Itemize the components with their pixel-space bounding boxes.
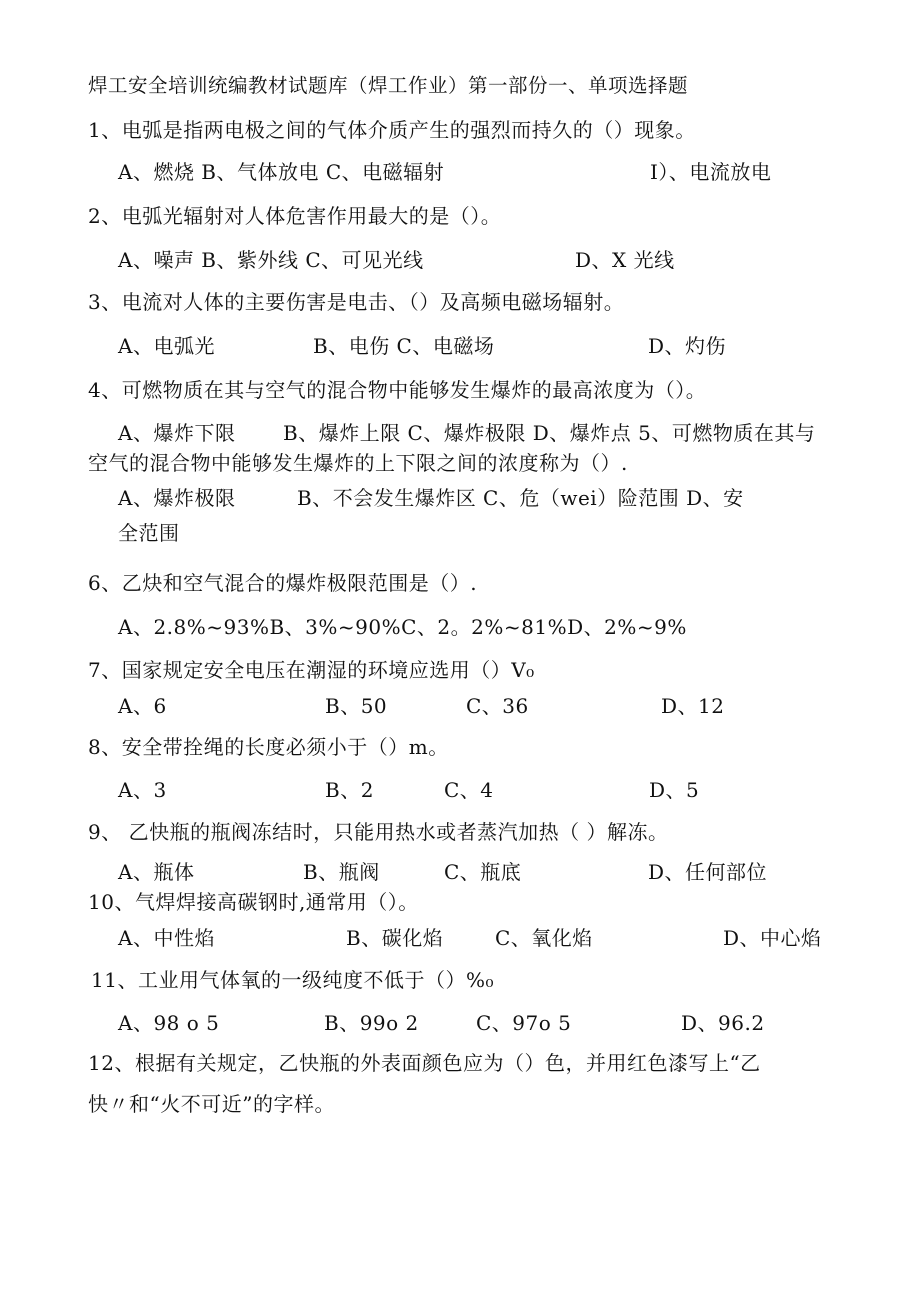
question-8: 8、安全带拴绳的长度必须小于（）m。 bbox=[88, 735, 449, 759]
question-9: 9、 乙快瓶的瓶阀冻结时，只能用热水或者蒸汽加热（ ）解冻。 bbox=[88, 820, 669, 844]
question-3-option-d: D、灼伤 bbox=[648, 334, 727, 358]
question-5-option-d-continued: 全范围 bbox=[118, 521, 180, 545]
question-8-option-d: D、5 bbox=[649, 778, 700, 802]
question-4-option-a: A、爆炸下限 bbox=[118, 421, 236, 445]
question-1-option-d: I）、电流放电 bbox=[650, 160, 772, 184]
question-12-continued: 快〃和“火不可近”的字样。 bbox=[88, 1092, 335, 1116]
question-8-option-a: A、3 bbox=[118, 778, 167, 802]
document-title: 焊工安全培训统编教材试题库（焊工作业）第一部份一、单项选择题 bbox=[88, 74, 689, 97]
question-10: 10、气焊焊接高碳钢时,通常用（）。 bbox=[88, 890, 419, 914]
question-11-option-d: D、96.2 bbox=[681, 1011, 765, 1035]
question-7: 7、国家规定安全电压在潮湿的环境应选用（）V₀ bbox=[88, 658, 535, 682]
question-10-option-c: C、氧化焰 bbox=[495, 926, 593, 950]
question-8-option-c: C、4 bbox=[444, 778, 494, 802]
question-8-option-b: B、2 bbox=[325, 778, 374, 802]
question-4: 4、可燃物质在其与空气的混合物中能够发生爆炸的最高浓度为（）。 bbox=[88, 378, 707, 402]
question-9-option-a: A、瓶体 bbox=[118, 860, 195, 884]
question-6-options: A、2.8%~93%B、3%~90%C、2。2%~81%D、2%~9% bbox=[118, 615, 687, 639]
question-3-option-a: A、电弧光 bbox=[118, 334, 215, 358]
question-1-options-abc: A、燃烧 B、气体放电 C、电磁辐射 bbox=[118, 160, 445, 184]
question-11-option-b: B、99o 2 bbox=[324, 1011, 419, 1035]
question-2-options-abc: A、噪声 B、紫外线 C、可见光线 bbox=[118, 248, 424, 272]
question-7-option-d: D、12 bbox=[661, 694, 725, 718]
question-9-option-c: C、瓶底 bbox=[444, 860, 522, 884]
question-7-option-b: B、50 bbox=[325, 694, 388, 718]
question-9-option-d: D、任何部位 bbox=[648, 860, 768, 884]
question-5-options-bcd: B、不会发生爆炸区 C、危（wei）险范围 D、安 bbox=[297, 486, 744, 510]
question-5-option-a: A、爆炸极限 bbox=[118, 486, 236, 510]
question-5-continued: 空气的混合物中能够发生爆炸的上下限之间的浓度称为（）. bbox=[88, 451, 628, 475]
question-12: 12、根据有关规定，乙快瓶的外表面颜色应为（）色，并用红色漆写上“乙 bbox=[88, 1051, 761, 1075]
question-4-options-bcd-and-question-5: B、爆炸上限 C、爆炸极限 D、爆炸点 5、可燃物质在其与 bbox=[283, 421, 816, 445]
question-1: 1、电弧是指两电极之间的气体介质产生的强烈而持久的（）现象。 bbox=[88, 118, 696, 142]
question-10-option-a: A、中性焰 bbox=[118, 926, 215, 950]
question-7-option-a: A、6 bbox=[118, 694, 167, 718]
question-9-option-b: B、瓶阀 bbox=[303, 860, 380, 884]
question-6: 6、乙炔和空气混合的爆炸极限范围是（）. bbox=[88, 571, 478, 595]
question-10-option-d: D、中心焰 bbox=[723, 926, 822, 950]
question-7-option-c: C、36 bbox=[466, 694, 529, 718]
question-2: 2、电弧光辐射对人体危害作用最大的是（）。 bbox=[88, 204, 502, 228]
question-11-option-a: A、98 o 5 bbox=[118, 1011, 220, 1035]
question-11: 11、工业用气体氧的一级纯度不低于（）%₀ bbox=[91, 968, 494, 992]
question-10-option-b: B、碳化焰 bbox=[346, 926, 444, 950]
question-3-options-bc: B、电伤 C、电磁场 bbox=[313, 334, 495, 358]
question-3: 3、电流对人体的主要伤害是电击、（）及高频电磁场辐射。 bbox=[88, 290, 625, 314]
question-11-option-c: C、97o 5 bbox=[476, 1011, 572, 1035]
question-2-option-d: D、X 光线 bbox=[575, 248, 675, 272]
